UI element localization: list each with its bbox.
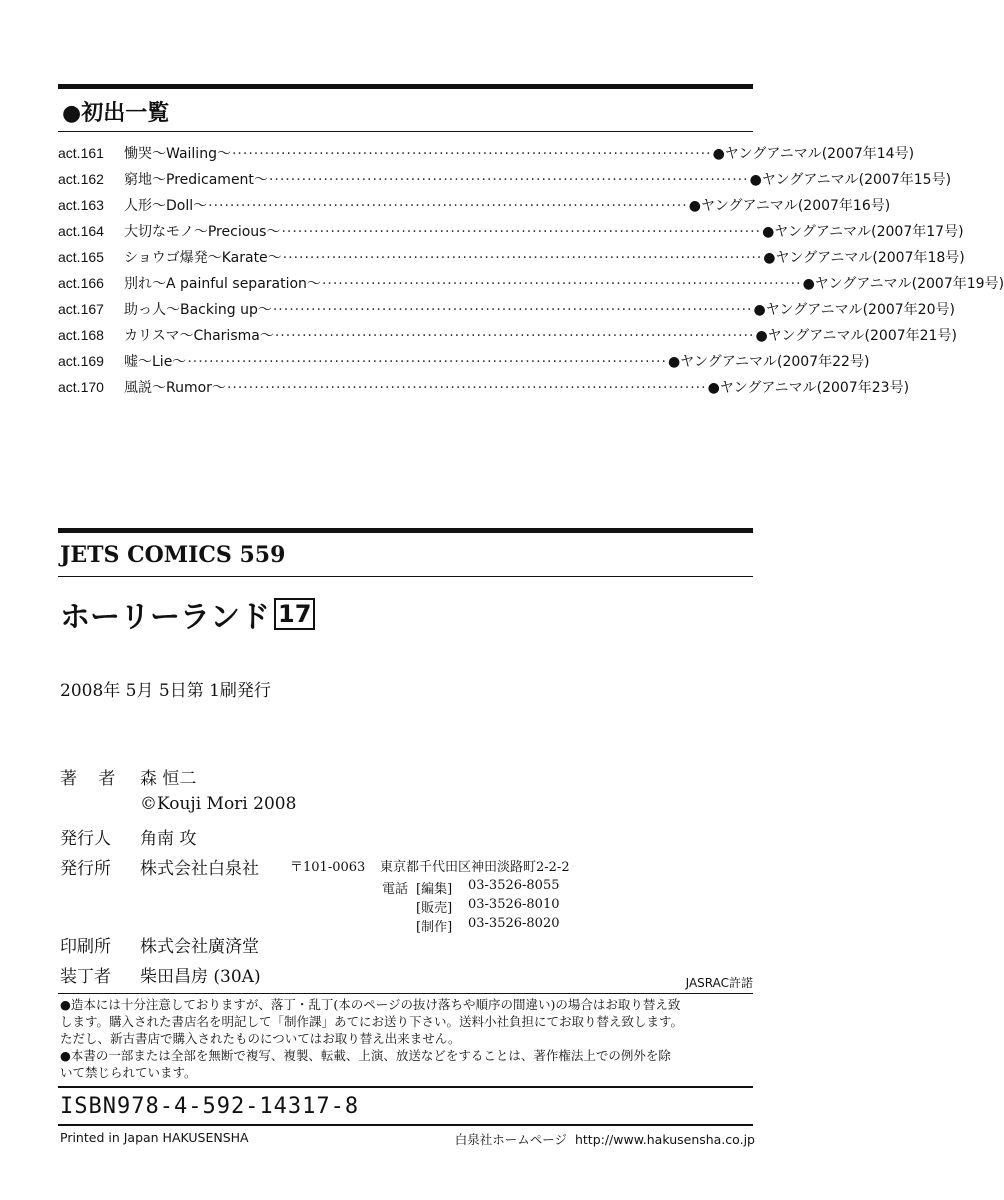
leader-dots: ························································································: [231, 146, 712, 162]
homepage-label: 白泉社ホームページ: [454, 1132, 568, 1147]
author-name: 森 恒二: [140, 769, 197, 789]
leader-dots: ························································································: [226, 380, 707, 396]
publisher-person-label: 発行人: [60, 829, 111, 849]
first-appearance-list: [58, 143, 1004, 403]
notice-line: ●本書の一部または全部を無断で複写、複製、転載、上演、放送などをすることは、著作権法上での例外を除: [60, 1048, 671, 1063]
printer-label: 印刷所: [60, 937, 111, 957]
author-label: 著 者: [60, 769, 124, 789]
phone-dept: [制作]: [416, 920, 453, 935]
leader-dots: ························································································: [281, 224, 762, 240]
book-title: [60, 592, 315, 636]
act-number: act.161: [58, 145, 104, 161]
act-number: act.162: [58, 171, 104, 187]
list-item: [58, 325, 957, 351]
list-item: [58, 351, 870, 377]
chapter-title: 嘘〜Lie〜: [124, 354, 187, 370]
chapter-source: ●ヤングアニマル(2007年15号): [749, 172, 952, 188]
colophon-rule-thick: [58, 528, 753, 533]
publisher-label: 発行所: [60, 859, 111, 879]
top-rule-thin: [58, 131, 753, 132]
chapter-source: ●ヤングアニマル(2007年20号): [753, 302, 955, 318]
chapter-title: 大切なモノ〜Precious〜: [124, 224, 281, 240]
leader-dots: ························································································: [187, 354, 667, 370]
series-name: JETS COMICS 559: [60, 542, 286, 568]
chapter-title: ショウゴ爆発〜Karate〜: [124, 250, 282, 266]
chapter-title: 慟哭〜Wailing〜: [124, 146, 231, 162]
phone-label: 電話: [382, 882, 409, 897]
chapter-title: 窮地〜Predicament〜: [124, 172, 268, 188]
series-rule: [58, 576, 753, 577]
publisher-person: 角南 攻: [140, 829, 197, 849]
notice-line: ●造本には十分注意しておりますが、落丁・乱丁(本のページの抜け落ちや順序の間違い)の場合はお取り替え致: [60, 997, 681, 1012]
copyright: ©Kouji Mori 2008: [140, 794, 297, 814]
act-number: act.166: [58, 275, 104, 291]
phone-dept: [販売]: [416, 901, 453, 916]
publish-date: 2008年 5月 5日第 1刷発行: [60, 681, 271, 701]
isbn-rule-bottom: [58, 1124, 753, 1126]
notice-line: いて禁じられています。: [60, 1065, 197, 1080]
chapter-source: ●ヤングアニマル(2007年22号): [667, 354, 870, 370]
first-appearance-heading: ●初出一覧: [62, 101, 170, 126]
legal-notice: [60, 996, 760, 1081]
chapter-source: ●ヤングアニマル(2007年16号): [688, 198, 891, 214]
postal-code: 〒101-0063: [290, 860, 366, 875]
leader-dots: ························································································: [274, 328, 755, 344]
homepage-url: http://www.hakusensha.co.jp: [574, 1132, 755, 1147]
leader-dots: ························································································: [321, 276, 802, 292]
book-title-text: ホーリーランド: [60, 600, 270, 635]
leader-dots: ························································································: [282, 250, 763, 266]
list-item: [58, 273, 1004, 299]
list-item: [58, 195, 891, 221]
chapter-title: 人形〜Doll〜: [124, 198, 208, 214]
designer-label: 装丁者: [60, 967, 111, 987]
top-rule-thick: [58, 84, 753, 89]
volume-number: 17: [274, 598, 315, 630]
leader-dots: ························································································: [272, 302, 753, 318]
list-item: [58, 221, 964, 247]
chapter-title: 風説〜Rumor〜: [124, 380, 226, 396]
isbn-rule-top: [58, 1086, 753, 1088]
chapter-source: ●ヤングアニマル(2007年19号): [802, 276, 1004, 292]
list-item: [58, 247, 965, 273]
phone-number: 03-3526-8055: [468, 878, 560, 893]
jasrac-license: JASRAC許諾: [685, 976, 753, 990]
publisher-address: 東京都千代田区神田淡路町2-2-2: [380, 860, 570, 875]
chapter-source: ●ヤングアニマル(2007年18号): [763, 250, 965, 266]
isbn: ISBN978-4-592-14317-8: [60, 1094, 360, 1119]
act-number: act.167: [58, 301, 104, 317]
notice-line: ただし、新古書店で購入されたものについてはお取り替え出来ません。: [60, 1031, 461, 1046]
phone-dept: [編集]: [416, 882, 453, 897]
act-number: act.164: [58, 223, 104, 239]
chapter-title: 別れ〜A painful separation〜: [124, 276, 321, 292]
chapter-title: 助っ人〜Backing up〜: [124, 302, 272, 318]
chapter-source: ●ヤングアニマル(2007年21号): [755, 328, 957, 344]
act-number: act.169: [58, 353, 104, 369]
list-item: [58, 377, 910, 403]
chapter-title: カリスマ〜Charisma〜: [124, 328, 274, 344]
act-number: act.168: [58, 327, 104, 343]
chapter-source: ●ヤングアニマル(2007年14号): [712, 146, 915, 162]
leader-dots: ························································································: [208, 198, 688, 214]
act-number: act.170: [58, 379, 104, 395]
phone-number: 03-3526-8010: [468, 897, 560, 912]
chapter-source: ●ヤングアニマル(2007年17号): [762, 224, 964, 240]
act-number: act.163: [58, 197, 104, 213]
publisher-name: 株式会社白泉社: [140, 859, 259, 879]
leader-dots: ························································································: [268, 172, 749, 188]
phone-number: 03-3526-8020: [468, 916, 560, 931]
notice-rule: [58, 993, 753, 994]
notice-line: します。購入された書店名を明記して「制作課」あてにお送り下さい。送料小社負担にてお取り替え致します。: [60, 1014, 684, 1029]
printer-name: 株式会社廣済堂: [140, 937, 259, 957]
chapter-source: ●ヤングアニマル(2007年23号): [707, 380, 910, 396]
homepage: [455, 1130, 755, 1148]
list-item: [58, 143, 915, 169]
list-item: [58, 299, 955, 325]
printed-in: Printed in Japan HAKUSENSHA: [60, 1130, 249, 1145]
act-number: act.165: [58, 249, 104, 265]
designer-name: 柴田昌房 (30A): [140, 967, 261, 987]
list-item: [58, 169, 952, 195]
